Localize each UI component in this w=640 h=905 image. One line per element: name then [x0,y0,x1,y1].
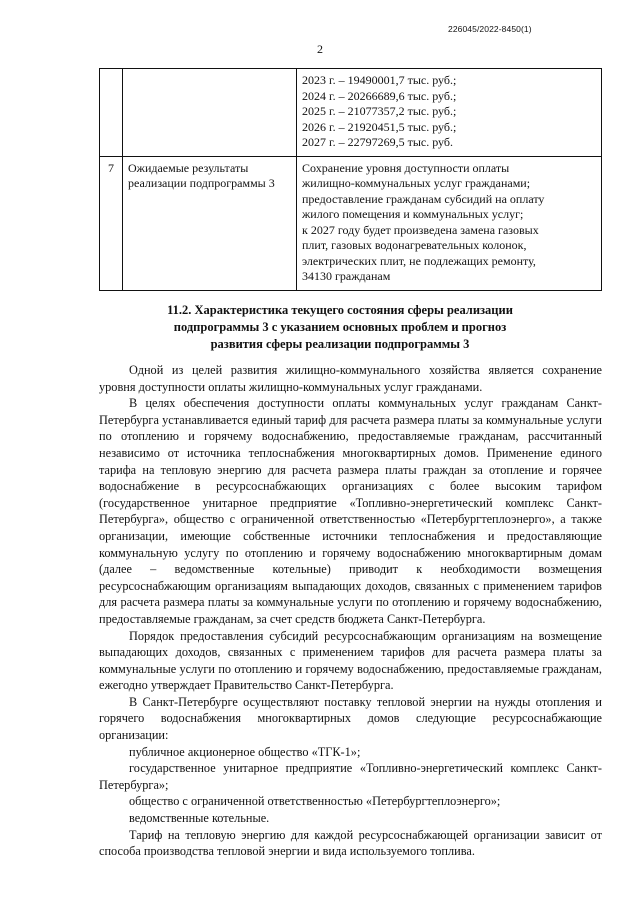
result-line: предоставление гражданам субсидий на оплату [302,191,545,206]
result-line: к 2027 году будет произведена замена газовых [302,222,539,237]
result-line: жилищно-коммунальных услуг гражданами; [302,176,531,190]
result-line: Сохранение уровня доступности оплаты [302,160,510,175]
list-item: общество с ограниченной ответственностью «Петербургтеплоэнерго»; [129,794,501,809]
result-line: жилого помещения и коммунальных услуг; [302,207,524,221]
heading-line: 11.2. Характеристика текущего состояния сферы реализации [167,303,513,317]
document-number: 226045/2022-8450(1) [448,24,532,34]
heading-line: подпрограммы 3 с указанием основных проблем и прогноз [173,320,507,334]
row-value-cell [297,69,602,157]
funding-line: 2024 г. – 20266689,6 тыс. руб.; [302,88,457,103]
row-number-cell: 7 [100,156,123,290]
result-line: электрических плит, не подлежащих ремонту, [302,253,536,268]
funding-line: 2026 г. – 21920451,5 тыс. руб.; [302,119,457,134]
row-name-line: реализации подпрограммы 3 [128,176,275,190]
section-heading [110,302,570,353]
funding-line: 2027 г. – 22797269,5 тыс. руб. [302,135,453,149]
paragraph: Тариф на тепловую энергию для каждой ресурсоснабжающей организации зависит от способа производства тепловой энергии и вида используемого топлива. [99,827,602,859]
paragraph: Порядок предоставления субсидий ресурсоснабжающим организациям на возмещение выпадающих доходов, связанных с применением тарифов для расчета размера платы за коммунальные услуги по отоплению и горячему водоснабжению, предоставляемые гражданам, ежегодно утверждает Правительство Санкт-Петербурга. [99,628,602,693]
list-item: ведомственные котельные. [129,811,270,826]
subprogram-table [99,68,602,291]
row-number-cell [100,69,123,157]
row-name-cell [123,156,297,290]
row-value-cell [297,156,602,290]
row-name-line: Ожидаемые результаты [128,160,249,175]
funding-line: 2023 г. – 19490001,7 тыс. руб.; [302,73,457,87]
result-line: 34130 гражданам [302,269,391,283]
paragraph: В Санкт-Петербурге осуществляют поставку тепловой энергии на нужды отопления и горячего водоснабжения многоквартирных домов следующие ресурсоснабжающие организации: [99,694,602,743]
paragraph: В целях обеспечения доступности оплаты коммунальных услуг гражданам Санкт-Петербурга устанавливается единый тариф для расчета размера платы за коммунальные услуги по отоплению и горячему водоснабжению, предоставляемые гражданам, рассчитанный независимо от источника теплоснабжения многоквартирных домов. Применение единого тарифа на тепловую энергию для расчета размера платы граждан за отопление и горячее водоснабжение в ресурсоснабжающих организациях с более высоким тарифом (государственное унитарное предприятие «Топливно-энергетический комплекс Санкт-Петербурга», общество с ограниченной ответственностью «Петербургтеплоэнерго», а также организации, имеющие собственные источники теплоснабжения и предоставляющие коммунальную услугу по отоплению и горячему водоснабжению многоквартирным домам (далее – ведомственные котельные) приводит к необходимости возмещения ресурсоснабжающим организациям выпадающих доходов, связанных с применением тарифов для расчета размера платы за коммунальные услуги по отоплению и горячему водоснабжению, предоставляемые гражданам, за счет средств бюджета Санкт-Петербурга. [99,396,602,626]
table-row [100,156,602,290]
paragraph: Одной из целей развития жилищно-коммунального хозяйства является сохранение уровня доступности оплаты жилищно-коммунальных услуг гражданами. [99,363,602,394]
table-row [100,69,602,157]
heading-line: развития сферы реализации подпрограммы 3 [210,337,470,351]
list-item: публичное акционерное общество «ТГК-1»; [129,744,361,759]
result-line: плит, газовых водонагревательных колонок, [302,238,527,252]
list-item: государственное унитарное предприятие «Топливно-энергетический комплекс Санкт-Петербурга»; [99,761,602,792]
body-text [99,362,602,860]
row-name-cell [123,69,297,157]
page-number: 2 [317,42,323,56]
funding-line: 2025 г. – 21077357,2 тыс. руб.; [302,104,457,118]
